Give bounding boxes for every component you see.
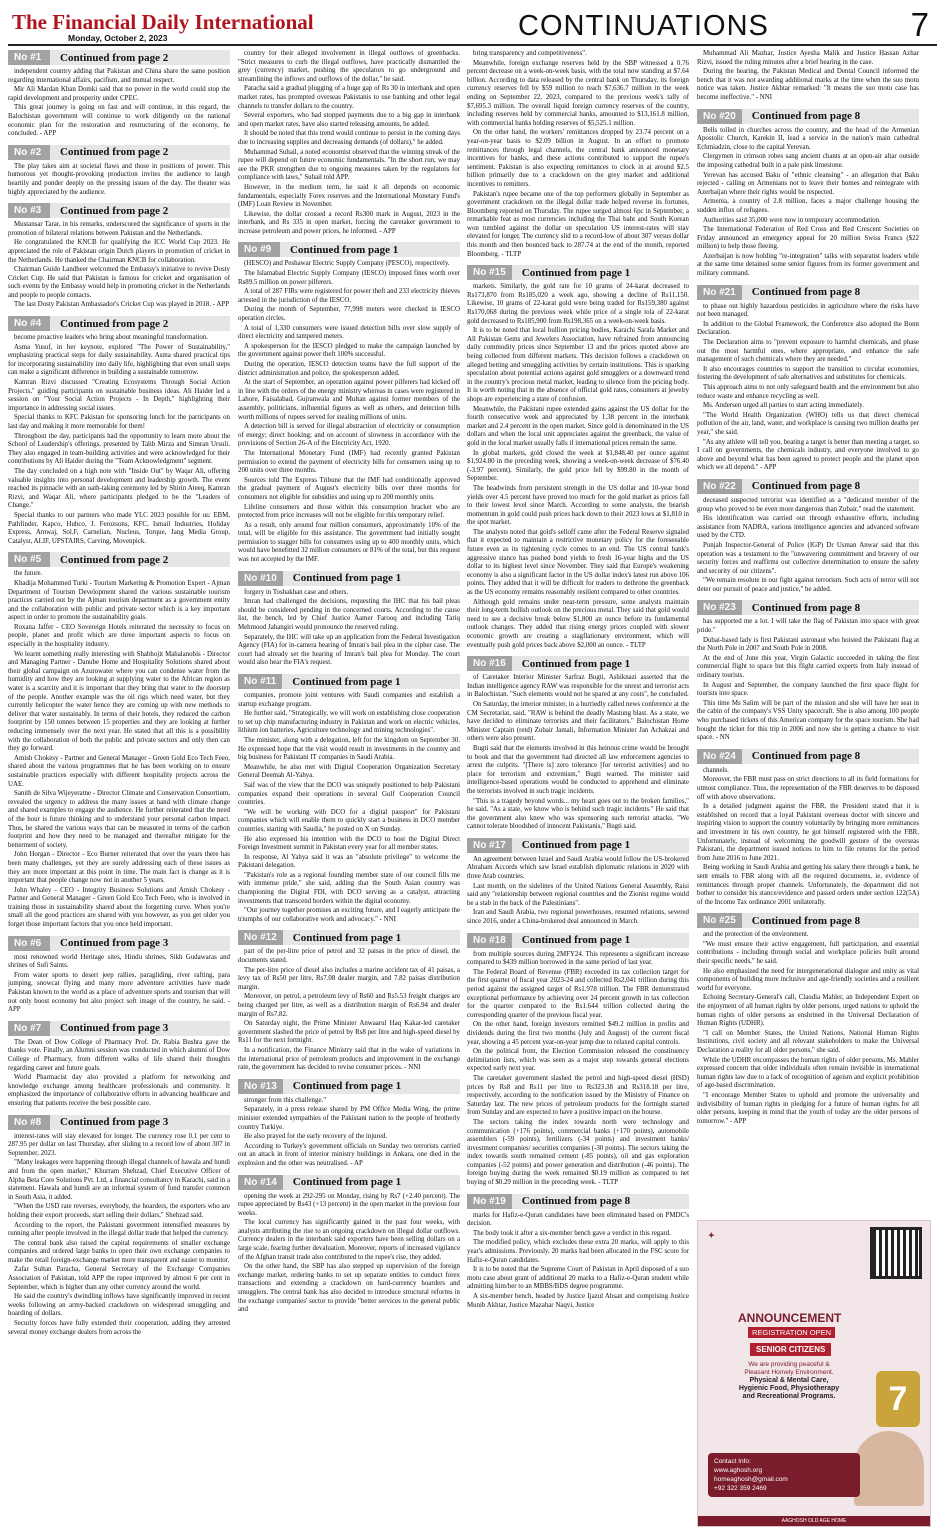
story-paragraph: Azerbaijan is now holding "re-integration" talks with separatist leaders while at the same time detained some senior figures from its former government and military command.: [697, 252, 919, 278]
story-number: No #14: [238, 1175, 283, 1190]
story-number: No #12: [238, 930, 283, 945]
story-tag: [8, 936, 230, 951]
story: [697, 913, 919, 1126]
story-tag: [467, 656, 689, 671]
story-number: No #8: [8, 1115, 50, 1130]
story: [467, 656, 689, 832]
column-3: [467, 50, 689, 1525]
story-paragraph: become proactive leaders who bring about meaningful transformation.: [14, 334, 209, 342]
story-paragraph: The sectors taking the index towards north were technology and communication (+176 points), commercial banks (+170 points), automobile assemblers (-59 points), fertilizers (-34 points) and investment banks/ investment companies/ securities companies (-30 points). The sectors taking the index towards south remained cement (-85 points), oil and gas exploration companies (-52 points) and power generation and distribution (-46 points). The foreign buying during the week remained $0.19 million as compared to net buying of $0.29 million in the preceding week. - TLTP: [467, 1118, 689, 1187]
story-paragraph: It is to be noted that the Supreme Court of Pakistan in April disposed of a suo motu case about grant of additional 20 marks to a Hafiz-e-Quran student while admitting him/her to an MBBS/BDS degree programme.: [467, 1266, 689, 1291]
story-tag: [238, 1079, 460, 1094]
story-paragraph: "This is a tragedy beyond words... my heart goes out to the broken families," he said. "As a state, we know who is behind such tragic incidents." He said that the government also knew who was sponsoring such terrorist attacks. "We cannot tolerate bloodshed of innocent Pakistanis," Bugti said.: [467, 797, 689, 831]
story-paragraph: Meanwhile, foreign exchange reserves held by the SBP witnessed a 0.76 percent decrease on a week-on-week basis, with the total now standing at $7.64 billion. According to data released by the central bank on Thursday, its foreign currency reserves fell by $59 million to reach $7,636.7 million in the week ending on September 22, 2023, compared to the previous week's tally of $7,695.3 million. The overall liquid foreign currency reserves of the country, including reserves held by commercial banks, amounted to $13,161.8 million, with commercial banks holding reserves of $5,525.1 million.: [467, 59, 689, 127]
story-paragraph: Chairman Guido Landheer welcomed the Embassy's initiative to revive Dosty Cricket Cup. He said that Pakistan is famous for cricket and organisation of such events by the Embassy would help in promoting cricket in the Netherlands and people to people contacts.: [8, 266, 230, 299]
story-paragraph: "When the USD rate reverses, everybody, the hoarders, the exporters who are holding their export proceeds, start selling their dollars," Shehzad said.: [8, 1203, 230, 1219]
story: [467, 50, 689, 259]
ad-web[interactable]: www.aghosh.org: [714, 1467, 763, 1474]
story-paragraph: interest-rates will stay elevated for longer. The currency rose 0.1 per cent to 287.95 per dollar on last Thursday, after sliding to a record low of about 307 in September, 2023.: [8, 1132, 230, 1157]
story-paragraph: markets. Similarly, the gold rate for 10 grams of 24-karat decreased to Rs173,870 from Rs185,020 a week ago, showing a decline of Rs11,150. Likewise, 10 grams of 22-karat gold were being traded for Rs159,380 against Rs170,068 during the previous week while price of a single tola of 22-karat gold decreased to Rs185,900 from Rs198,365 on a week-on-week basis.: [467, 283, 689, 325]
story-paragraph: The local currency has significantly gained in the past four weeks, with analysts attributing the rise to an ongoing crackdown on illegal dollar outflows. Currency dealers in the interbank said exporters have been selling dollars on a large scale, fearing further devaluation. Moreover, reports of increased vigilance of the Afghan transit trade also contributed to the rupee's rise, they added.: [238, 1219, 460, 1261]
story: [697, 749, 919, 908]
story: [238, 674, 460, 924]
story-number: No #24: [697, 749, 742, 764]
continued-from: Continued from page 2: [60, 146, 169, 159]
ad-line: We are providing peaceful &: [748, 1361, 830, 1368]
story-paragraph: channels.: [703, 766, 729, 774]
story-tag: [238, 930, 460, 945]
story-paragraph: to phase out highly hazardous pesticides in agriculture where the risks have not been managed.: [697, 302, 919, 319]
story-paragraph: Meanwhile, he also met with Digital Cooperation Organization Secretary General Deemah Al-Yahya.: [238, 763, 460, 780]
continued-from: Continued from page 1: [521, 934, 631, 947]
story-paragraph: While the UDHR encompasses the human rights of older persons, Ms. Mahler expressed concern that older individuals often remain invisible in international human rights law due to a lack of recognition of ageism and explicit prohibition of age-based discrimination.: [697, 1056, 919, 1090]
story-paragraph: Security forces have fully extended their cooperation, adding they arrested several money exchange dealers from across the: [8, 1320, 230, 1336]
story-paragraph: During the operation, IESCO detection teams have the full support of the district administration and police, the spokesperson added.: [238, 361, 460, 377]
story-paragraph: of Caretaker Interior Minister Sarfraz Bugti, Ashiknazi asserted that the Indian intelligence agency RAW was responsible for the unrest and terrorist acts in Balochistan. "Such elements would not be spared at any costs", he concluded.: [467, 674, 689, 699]
story-tag: [8, 552, 230, 567]
story-paragraph: "Pakistan's role as a regional founding member state of our council fills me with immense pride," she said, adding that the South Asian country was championing the Digital FDI, with DCO serving as a catalyst, attracting investments that transcend borders within the digital economy.: [238, 871, 460, 905]
ad-seven-badge: 7: [876, 1371, 920, 1427]
continued-from: Continued from page 8: [751, 480, 861, 493]
story: [697, 50, 919, 103]
story-tag: [697, 285, 919, 300]
story: [8, 50, 230, 139]
story-number: No #10: [238, 571, 283, 586]
story-tag: [238, 242, 460, 257]
story-paragraph: From water sports to desert jeep rallies, paragliding, river rafting, para jumping, snowcat flying and many more adventure activities have made Pakistan known to the world as a place of adventure sports and tourism that will not only boost economy but also project soft image of the country, he said. - APP: [8, 971, 230, 1014]
story-paragraph: Throughout the day, participants had the opportunity to learn more about the School of Leadership's offerings, presented by Talib Mirza and Simran Ursuli. They also engaged in team-building activities and were acknowledged for their contributions by Ali Haider during the "Team Acknowledgment" segment.: [8, 432, 230, 466]
column-2: [238, 50, 460, 1525]
story-paragraph: An agreement between Israel and Saudi Arabia would follow the US-brokered Abraham Accords which saw Israel establish diplomatic relations in 2020 with three Arab countries.: [467, 855, 689, 881]
story-paragraph: country for their alleged involvement in illegal outflows of greenbacks. "Strict measures to curb the illegal outflows, have practically dismantled the grey (currency) market, pushing the speculators to go underground and streamlining the inflows and outflows of the dollar," he said.: [238, 50, 460, 83]
page-number: 7: [910, 6, 929, 43]
story-tag: [697, 749, 919, 764]
story-paragraph: stronger from this challenge.": [244, 1096, 327, 1104]
ad-line: Physical & Mental Care,: [749, 1377, 829, 1384]
story-number: No #5: [8, 552, 50, 567]
story-number: No #7: [8, 1021, 50, 1036]
qr-code-icon: [870, 1227, 922, 1279]
paper-name: The Financial Daily International: [12, 10, 314, 34]
ad-phone[interactable]: +92 322 359 2469: [714, 1485, 767, 1492]
story-number: No #16: [467, 656, 512, 671]
story-paragraph: Pakistan's rupee became one of the top performers globally in September as government crackdown on the illegal dollar trade helped reverse its fortunes, Bloomberg reported on Thursday. The rupee surged almost 6pc in September, a remarkable feat as most currencies including the Thai baht and South Korean won tumbled against the dollar on speculation US interest-rates will stay elevated for longer. The currency slid to a record-low of about 307 versus dollar this month and then bounced back to 287.74 at the end of the month, reported Bloomberg. - TLTP: [467, 190, 689, 258]
ad-logo: ✦: [708, 1231, 715, 1240]
story-paragraph: Paracha said a gradual plugging of a huge gap of Rs 30 in interbank and open market rates, has prompted overseas Pakistanis to use banking and other legal channels to transfer dollars to the country.: [238, 85, 460, 110]
continued-from: Continued from page 1: [521, 657, 631, 670]
story-number: No #2: [8, 145, 50, 160]
story: [697, 479, 919, 595]
story-paragraph: Clergymen in crimson robes sang ancient chants at an open-air altar outside the imposing cathedral built in a pale pink limestone.: [697, 153, 919, 169]
story-paragraph: The per-litre price of diesel also includes a marine accident tax of 41 paisas, a levy tax of Rs50 per litre, Rs7.08 dealer margin, and 7.82 paisas distribution margin.: [238, 966, 460, 991]
story-paragraph: It should be noted that this trend would continue to persist in the coming days due to increasing supplies and decreasing demands (of dollars)," he added.: [238, 130, 460, 146]
story-tag: [697, 109, 919, 124]
story-paragraph: A detection bill is served for illegal abstraction of electricity or consumption of energy; direct hooking; and on account of slowness in accordance with the provisions of Section 26-A of the Electricity Act, 1920.: [238, 423, 460, 448]
story-paragraph: The International Federation of Red Cross and Red Crescent Societies on Friday announced an emergency appeal for 20 million Swiss Francs ($22 million) to help those fleeing.: [697, 226, 919, 251]
story-paragraph: On the other hand, the workers' remittances dropped by 23.74 percent on a year-on-year basis to $2.09 billion in August. In an effort to promote remittances through legal channels, the central bank announced monetary incentives for banks, and these actions contributed to support the rupee's sentiment. Pakistan is also expecting remittances to clock in at around $2.5 billion primarily due to a crackdown on the grey market and additional incentives to remitters.: [467, 129, 689, 188]
story-paragraph: Authorities said 35,000 were now in temporary accommodation.: [703, 216, 881, 224]
story-paragraph: Muhammad Suhail, a noted economist observed that the winning streak of the rupee will depend on future economic fundamentals. "In the short run, we may see the PKR strengthen due to ongoing measures taken by the regulators for compliance with laws," Suhail told APP.: [238, 148, 460, 182]
story-paragraph: "As any athlete will tell you, beating a target is better than meeting a target, so I call on governments, the chemicals industry, and everyone involved to go above and beyond what has been agreed to protect people and the planet upon which we all depend." - APP: [697, 438, 919, 472]
story-paragraph: Likewise, the dollar crossed a record Rs300 mark in August, 2023 in the interbank, and Rs 335 in open market, forcing the caretaker government to increase petroleum and power prices, he informed. - APP: [238, 210, 460, 235]
story-paragraph: He said the country's dwindling inflows have significantly improved in recent weeks following an army-backed crackdown on widespread smuggling and hoarding of dollars.: [8, 1293, 230, 1318]
continued-from: Continued from page 8: [751, 914, 861, 927]
story-tag: [238, 571, 460, 586]
story-paragraph: In addition to the Global Framework, the Conference also adopted the Bonn Declaration.: [697, 320, 919, 337]
story-paragraph: "I call on Member States, the United Nations, National Human Rights Institutions, civil society and all relevant stakeholders to make the Universal Declaration a reality for all older persons," she said.: [697, 1029, 919, 1054]
story-paragraph: We learnt something really interesting with Shabhojit Mahalanobis - Director and Managing Partner - Danube Home and Hospitality Solutions shared about their global campaign on Azurowater where you can condense water from the humidity and how they are looking at supplying water to the African region as water is a scarcity and it is important that they bring that water to the doorstep of the people. Another example was the oil rigs which need water, but they currently helicopter the water hence they are coming up with new methods to deliver that water sustainably. In terms of their hotels, they reduced the carbon footprint by 150 tonnes between 15 properties and they are looking at further reducing immensely over the next year. He stated that all this is a possibility with the collaboration of both the public and private sectors and only then can they go forward.: [8, 650, 230, 753]
story-tag: [8, 1021, 230, 1036]
story-paragraph: He further said, "Strategically, we will work on establishing close cooperation to set up chip manufacturing industry in Pakistan and work on electric vehicles, lithium ion batteries, Agriculture technology and mining technologies".: [238, 710, 460, 735]
story-tag: [8, 316, 230, 331]
story-number: No #22: [697, 479, 742, 494]
story-tag: [697, 913, 919, 928]
story-paragraph: A six-member bench, headed by Justice Ijazul Ahsan and comprising Justice Munib Akhtar, Justice Mazahar Naqvi, Justice: [467, 1293, 689, 1309]
story: [8, 145, 230, 197]
story-tag: [8, 50, 230, 65]
story-paragraph: On Saturday, the interior minister, in a hurriedly called news conference at the CM Secretariat, said, "RAW is behind the deadly Mastung blast. As a state, we have decided to eliminate terrorists and their facilitators." Balochistan Home Minister Captain (retd) Zubair Jamali, Information Minister Jan Achakzai and others were also present.: [467, 700, 689, 743]
story-paragraph: This great journey is going on fast and will continue, in this regard, the Balochistan government will continue to work diligently on the national economic plan for the restoration and restructuring of the economy, he concluded. - APP: [8, 104, 230, 138]
story-paragraph: Sanith de Silva Wijeyeratne - Director Climate and Conservation Consortium, revealed the urgency to address the many issues at hand with climate change and shared examples to engage the audience. He further reiterated that the need of the hour is future thinking and to understand your personal carbon impact. Thus, he shared the various ways that can be measured in terms of the carbon footprint and how they need to be managed and thereafter mitigate for the betterment of society.: [8, 790, 230, 849]
story: [238, 930, 460, 1072]
story-paragraph: Roxana Jaffer - CEO Sovereign Hotels reiterated the necessity to focus on people, planet and profit which are three important aspects to focus on especially in the hospitality industry.: [8, 623, 230, 649]
story-number: No #9: [238, 242, 280, 257]
continued-from: Continued from page 1: [521, 266, 631, 279]
story-paragraph: The caretaker government slashed the petrol and high-speed diesel (HSD) prices by Rs8 and Rs11 per litre to Rs323.38 and Rs318.18 per litre, respectively, according to the notification issued by the Ministry of Finance on Saturday last. The new prices of petroleum products for the fortnight started from Sunday and are expected to have a positive impact on the bourse.: [467, 1074, 689, 1117]
story-number: No #1: [8, 50, 50, 65]
story-paragraph: The minister, along with a delegation, left for the kingdom on September 30. He expressed hope that the visit would result in investments in the country and big business for Pakistani IT companies in Saudi Arabia.: [238, 736, 460, 762]
story-paragraph: Mir Ali Mardan Khan Domki said that no power in the world could stop the rapid development and prosperity under CPEC.: [8, 86, 230, 102]
story: [8, 203, 230, 310]
story-paragraph: Khadija Mohammed Turki - Tourism Marketing & Promotion Expert - Ajman Department of Tourism Development shared the various sustainable tourism practices carried out by the Ajman tourism department as a government entity and the collaboration with public and private sector which is a key important aspect in order to promote the sustainability goals.: [8, 579, 230, 622]
story-paragraph: Dubai-based lady is first Pakistani astronaut who hoisted the Pakistani flag at the North Pole in 2007 and South Pole in 2008.: [697, 636, 919, 653]
story-paragraph: "We must ensure their active engagement, full participation, and essential contributions - including through social and workplace policies built around their specific needs," he said.: [697, 940, 919, 966]
ad-contact: [708, 1453, 860, 1497]
story-paragraph: He also emphasized the need for intergenerational dialogue and unity as vital components of building more inclusive and age-friendly societies and a resilient world for everyone.: [697, 967, 919, 992]
story-number: No #19: [467, 1194, 512, 1209]
continued-from: Continued from page 1: [521, 839, 631, 852]
story-paragraph: deceased suspected terrorist was identified as a "dedicated member of the group who proved to be even more dangerous than Zubair," read the statement.: [697, 496, 919, 513]
story-paragraph: On Saturday night, the Prime Minister Anwaarul Haq Kakar-led caretaker government slashed the price of petrol by Rs8 per litre and high-speed diesel by Rs11 for the next fortnight.: [238, 1020, 460, 1045]
story-paragraph: Imran had challenged the decisions, requesting the IHC that his bail pleas should be considered pending in the concerned courts. According to the cause list, the bench, led by Chief Justice Aamer Farooq and including Tariq Mehmood Jahangiri would pronounce the reserved ruling.: [238, 598, 460, 632]
continued-from: Continued from page 3: [60, 1116, 169, 1129]
story-paragraph: On the other hand, foreign investors remitted $49.2 million in profits and dividends during the first two months (July and August) of the current fiscal year, showing a 45 percent year-on-year jump due to relaxed capital controls.: [467, 1021, 689, 1046]
story-paragraph: Separately, the IHC will take up an application from the Federal Investigation Agency (FIA) for in-camera hearing of Imran's bail plea in the cipher case. The court had already set the hearing of Imran's bail plea for Monday. The court would also hear the FIA's request.: [238, 633, 460, 667]
continued-from: Continued from page 2: [60, 553, 169, 566]
story-paragraph: forgery in Toshakhan case and others.: [244, 588, 349, 596]
story-paragraph: In a notification, the Finance Ministry said that in the wake of variations in the international price of petroleum products and improvement in the exchange rate, the government has decided to revise consumer prices. - NNI: [238, 1046, 460, 1072]
ad-body: [734, 1361, 844, 1401]
story-number: No #20: [697, 109, 742, 124]
continued-from: Continued from page 8: [521, 1195, 631, 1208]
story-tag: [238, 674, 460, 689]
story-paragraph: The play takes aim at societal flaws and those in positions of power. This humorous yet thought-provoking production invites the audience to laugh heartily and ponder deeply on the pressing issues of the day. The theater was highly appreciated by the audience.: [8, 162, 230, 196]
story-number: No #4: [8, 316, 50, 331]
story-paragraph: At the start of September, an operation against power pilferers had kicked off in line with the orders of the energy ministry whereas in cases were registered in Lahore, Faisalabad, Gujranwala and Multan against former members of the assembly, politicians, influential figures as well as others, and detection bills worth millions of rupees served for stealing millions of units.: [238, 379, 460, 421]
story-paragraph: most renowned world Heritage sites, Hindu shrines, Sikh Gudawaras and shrines of Sufi Saints.: [8, 953, 230, 970]
continued-from: Continued from page 3: [60, 937, 169, 950]
story-paragraph: Sources told The Express Tribune that the IMF had conditionally approved the gradual payment of August's electricity bills over three months for consumers not eligible for subsidies and using up to 200 monthly units.: [238, 476, 460, 501]
story-paragraph: has supported me a lot. I will take the flag of Pakistan into space with great pride.": [697, 618, 919, 635]
story-paragraph: Moreover, on petrol, a petroleum levy of Rs60 and Rs5.53 freight charges are being charged per litre, as well as a distribution margin of Rs6.94 and dealer margin of Rs7.82.: [238, 993, 460, 1018]
story-paragraph: A total of 287 FIRs were registered for power theft and 233 electricity thieves arrested in the jurisdiction of the IESCO.: [238, 288, 460, 304]
story-paragraph: According to the report, the Pakistani government intensified measures by running after people involved in the illegal dollar trade that helped the currency.: [8, 1221, 230, 1238]
story-paragraph: Special thanks to our partners who made YLC 2023 possible for us: EBM, Pathfinder, Kapco, Hubco, J. Ferozsons, KFC, Ismail Industries, Holiday Express, Amwaj, Sol.F, Carnelian, Nucleus, Torque, Jang Media Group, Catalyst, ALIF, UPSTAIRS, Carving, Movenpick.: [8, 511, 230, 545]
story: [467, 1194, 689, 1311]
story: [697, 285, 919, 473]
story: [238, 242, 460, 564]
story-paragraph: bring transparency and competitiveness".: [473, 50, 587, 57]
story-paragraph: It also encourages countries to support the transition to circular economies, fostering the development of safe alternatives and substitutes for chemicals.: [697, 365, 919, 382]
story-number: No #13: [238, 1079, 283, 1094]
story: [697, 109, 919, 279]
story: [8, 1021, 230, 1109]
story-paragraph: The body took it after a six-member bench gave a verdict in this regard.: [473, 1229, 671, 1237]
story-paragraph: Asma Yusuf, in her keynote, explored "The Power of Sustainability," emphasizing practical steps for daily sustainability. Asma shared practical tips for incorporating sustainability into daily life, highlighting that even small steps can make a significant difference in building a sustainable tomorrow.: [8, 343, 230, 377]
story-paragraph: Separately, in a press release shared by PM Office Media Wing, the prime minister extended sympathies of the Pakistani nation to the people of brotherly country Turkiye.: [238, 1106, 460, 1131]
story-paragraph: "We remain resolute in our fight against terrorism. Such acts of terror will not deter our pursuit of peace and justice," he added.: [697, 577, 919, 593]
story-paragraph: Being working in Saudi Arabia and getting his salary there through a bank, he sent emails to FBR along with all the required documents, ie, evidence of remittances through proper channels. Unfortunately, the department did not bother to consider his stance/evidence and passed orders under section 122(5A) of the Income Tax ordinance 2001 unilaterally.: [697, 864, 919, 906]
story-paragraph: "Many leakages were happening through illegal channels of hawala and hundi and from the open market," Khurram Shehzad, Chief Executive Officer of Alpha Beta Core Solutions Pvt. Ltd, a financial consultancy in Karachi, said in a statement. Hawala and hundi are an informal system of fund transfer common in South Asia, it added.: [8, 1159, 230, 1201]
story-paragraph: Several exporters, who had stopped payments due to a big gap in interbank and open market rates, have also started releasing amounts, he added.: [238, 112, 460, 128]
story: [8, 552, 230, 929]
ad-photo: [854, 1431, 924, 1506]
story-tag: [467, 838, 689, 853]
story-number: No #15: [467, 265, 512, 280]
story-paragraph: Bells tolled in churches across the country, and the head of the Armenian Apostolic Church, Karekin II, lead a service in the nation's main cathedral Echmiadzin, close to the capital Yerevan.: [697, 126, 919, 151]
story-paragraph: Bugti said that the elements involved in this heinous crime would be brought to book and that the government had directed all law enforcement agencies to arrest the culprits. "[There is] zero tolerance [for terrorist activities] and no place for terrorism and extremism," Bugti warned. The minister said intelligence-based operations would be conducted to apprehend and eliminate the terrorists involved in such tragic incidents.: [467, 744, 689, 795]
story-paragraph: In a detailed judgment against the FBR, the President stated that it is established on record that a loyal Pakistani overseas doctor with sincere and inspiring vision to support the country voluntarily by bringing more remittances and investment in his own country, he got himself registered with the FBR. Unfortunately, instead of welcoming the goodwill gesture of the overseas Pakistani, the department issued notices to him to file returns for the period from June 2016 to June 2021.: [697, 803, 919, 862]
story-paragraph: The headwinds from persistent strength in the US dollar and 10-year bond yields over 4.5 percent have proved too much for the gold market as prices fall to their lowest level since March. According to some analysts, the bearish momentum in gold could push prices back down to their 2023 lows at $1,810 in the spot market.: [467, 484, 689, 527]
story-paragraph: On the other hand, the SBP has also stepped up supervision of the foreign exchange market, ordering banks to set up separate entities to conduct forex transactions and extending a crackdown on hard-currency hoarders and smugglers. The central bank has also decided to introduce structural reforms in the exchange companies' sector to provide "better services to the general public and: [238, 1263, 460, 1314]
story-paragraph: part of the per-litre price of petrol and 32 paisas in the price of diesel, the documents stated.: [238, 948, 460, 965]
ad-title: ANNOUNCEMENT: [738, 1311, 842, 1325]
story-paragraph: "We will be working with DCO for a digital passport" for Pakistani companies which will enable them to quickly start a business in DCO member countries, starting with Saudia," he posted on X on Sunday.: [238, 808, 460, 833]
story-paragraph: and the protection of the environment.: [703, 931, 809, 939]
story-number: No #6: [8, 936, 50, 951]
story-number: No #18: [467, 933, 512, 948]
story-number: No #21: [697, 285, 742, 300]
story-paragraph: However, in the medium term, he said it all depends on economic fundamentals, especially Forex reserves and the International Monetary Fund's (IMF) Loan Review in November.: [238, 183, 460, 209]
continued-from: Continued from page 8: [751, 110, 861, 123]
story-paragraph: The International Monetary Fund (IMF) had recently granted Pakistan permission to extend the payment of electricity bills for consumers using up to 200 units over three months.: [238, 449, 460, 475]
story-tag: [467, 265, 689, 280]
story: [238, 1079, 460, 1169]
story: [467, 838, 689, 927]
story-tag: [697, 479, 919, 494]
story-paragraph: As a result, only around four million consumers, approximately 10% of the total, will be eligible for this assistance. The government had initially sought permission to stagger bills for consumers using up to 400 monthly units, which would have benefitted 32 million consumers or 81% of the total, but this request was not accepted by the IMF.: [238, 521, 460, 564]
story-paragraph: "Our journey together promises an exciting future, and I eagerly anticipate the triumphs of our collaborative work and advocacy." - NNI: [238, 907, 460, 923]
story-paragraph: The day concluded on a high note with "Inside Out" by Waqar Ali, offering valuable insights into personal development and leadership growth. The event reached its pinnacle with an oath-taking ceremony led by Shirin Ateeq, Kamran Rizvi, and Waqar Ali, where participants pledged to be the "Leaders of Change.": [8, 467, 230, 510]
story-paragraph: companies, promote joint ventures with Saudi companies and establish a startup exchange program.: [238, 692, 460, 708]
story-paragraph: Echoing Secretary-General's call, Claudia Mahler, an Independent Expert on the enjoyment of all human rights by older persons, urged nations to uphold the human rights of older persons as enshrined in the Universal Declaration of Human Rights (UDHR).: [697, 994, 919, 1028]
story-paragraph: Yerevan has accused Baku of "ethnic cleansing" - an allegation that Baku rejected - calling on Armenians not to leave their homes and reintegrate with Azerbaijan where their rights would be respected.: [697, 171, 919, 196]
continued-from: Continued from page 1: [292, 572, 402, 585]
story-paragraph: Kamran Rizvi discussed "Creating Ecosystems Through Social Action Projects," guiding participants on sustainable business ideas. Ali Haider led a session on "Your Social Action Projects - In Depth," highlighting their importance in addressing social issues.: [8, 379, 230, 412]
story: [238, 50, 460, 236]
story-paragraph: independent country adding that Pakistan and China share the same position regarding international affairs, pacifism, and mutual respect.: [8, 68, 230, 84]
story-paragraph: This time Ms Salim will be part of the mission and she will have her seat in the cabin of the company's VSS Unity spacecraft. She is also among 100 people who purchased tickets of this American company for the space tourism. She had bought the ticket for this trip in 2006 and now she is getting a chance to visit space. - NN: [697, 699, 919, 742]
story-paragraph: According to Turkey's government officials on Sunday two terrorists carried out an attack in front of interior ministry buildings in Ankara, one died in the explosion and the other was neutralised. - AP: [238, 1142, 460, 1167]
story-paragraph: Last month, on the sidelines of the United Nations General Assembly, Raisi said any "relationship between regional countries and the Zionist regime would be a stab in the back of the Palestinians".: [467, 882, 689, 907]
story-paragraph: Armenia, a country of 2.8 million, faces a major challenge housing the sudden influx of refugees.: [697, 198, 919, 214]
ad-line: and Recreational Programs.: [742, 1393, 836, 1400]
story-paragraph: Zafar Sultan Paracha, General Secretary of the Exchange Companies Association of Pakistan, told APP the rupee improved by almost 6 per cent in September, which is higher than any other currency around the world.: [8, 1266, 230, 1291]
story-paragraph: The central bank also raised the capital requirements of smaller exchange companies and ordered large banks to open their own exchange companies to make the retail foreign-exchange market more transparent and easier to monitor.: [8, 1239, 230, 1264]
story-paragraph: During the month of September, 77,998 meters were checked in IESCO operation circles.: [238, 306, 460, 323]
story-number: No #17: [467, 838, 512, 853]
ad-email[interactable]: homeaghosh@gmail.com: [714, 1476, 788, 1483]
story-paragraph: On the political front, the Election Commission released the constituency delimitation lists, which was seen as a major step towards general elections expected early next year.: [467, 1048, 689, 1073]
story-tag: [697, 600, 919, 615]
story-paragraph: The last Dosty Pakistan Ambassador's Cricket Cup was played in 2018. - APP: [14, 301, 230, 309]
story-paragraph: In August and September, the company launched the first space flight for tourists into space.: [697, 681, 919, 698]
continued-from: Continued from page 2: [60, 204, 169, 217]
story-paragraph: "I encourage Member States to uphold and promote the universality and indivisibility of human rights in pledging for a future of human rights for all older persons, keeping in mind that the youth of today are the older persons of tomorrow." - APP: [697, 1091, 919, 1125]
story-paragraph: He also prayed for the early recovery of the injured.: [244, 1133, 388, 1141]
story-paragraph: In response, Al Yahya said it was an "absolute privilege" to welcome the Pakistani delegation.: [238, 853, 460, 870]
story-paragraph: At the end of June this year, Virgin Galactic succeeded in taking the first commercial flight to space but this flight carried experts from Italy instead of ordinary tourists.: [697, 654, 919, 680]
story-paragraph: Amish Chokesy - Partner and General Manager - Green Gold Eco Tech Feeo, shared about the various programmes that he has been working on to ensure sustainable practices especially with different hospitality projects across the UAE.: [8, 754, 230, 788]
story-paragraph: World Pharmacist day also provided a platform for networking and knowledge exchange among healthcare professionals and community. It emphasized the importance of collaborative efforts in advancing healthcare and ensuring that patients receive the best possible care.: [8, 1074, 230, 1107]
story-paragraph: The analysts noted that gold's selloff came after the Federal Reserve signaled that it expected to maintain a restrictive monetary policy for the foreseeable future even as its tightening cycle comes to an end. The US central bank's aggressive stance has pushed bond yields to fresh 16-year highs and the US dollar to its highest level since November. They said that Europe's weakening economy is also a significant factor in the US dollar index's latest run above 106 points. They added that it will be difficult for traders to dethrone the greenback as the US economy remains reasonably resilient compared to other countries.: [467, 528, 689, 597]
continued-from: Continued from page 8: [751, 601, 861, 614]
story-number: No #11: [238, 674, 282, 689]
story-paragraph: He congratulated the KNCB for qualifying the ICC World Cup 2023. He appreciated the role of Pakistan origin Dutch players in promotion of cricket in the Netherlands. He thanked the Chairman KNCB for collaboration.: [8, 239, 230, 264]
story-paragraph: Lifeline consumers and those within this consumption bracket who are protected from price increases will not be eligible for this temporary relief.: [238, 503, 460, 520]
story-number: No #3: [8, 203, 50, 218]
continued-from: Continued from page 1: [292, 1080, 402, 1093]
story-paragraph: The Declaration aims to "prevent exposure to harmful chemicals, and phase out the most harmful ones, where appropriate, and enhance the safe management of such chemicals where they are needed.": [697, 339, 919, 364]
ad-contact-heading: Contact Info:: [714, 1458, 751, 1465]
story-paragraph: John Horgan - Director - Eco Burner reiterated that over the years there has been many challenges, yet they are surely addressing each of these issues as they are more important at this point in time. The main fact is change as it is important that people change now not in another 5 years.: [8, 851, 230, 885]
continued-from: Continued from page 1: [292, 675, 401, 688]
column-1: [8, 50, 230, 1525]
story-paragraph: Muhammad Ali Mazhar, Justice Ayesha Malik and Justice Hassan Azhar Rizvi, issued the ruling minutes after a brief hearing in the case.: [697, 50, 919, 66]
story-tag: [8, 203, 230, 218]
ad-subtitle: REGISTRATION OPEN: [748, 1327, 835, 1338]
ad-line: Pleasant Homely Environment.: [744, 1369, 834, 1376]
story-paragraph: Saif was of the view that the DCO was uniquely positioned to help Pakistani companies expand their operations in several Gulf Cooperation Council countries.: [238, 781, 460, 807]
ad-badge: SENIOR CITIZENS: [750, 1343, 831, 1356]
continued-from: Continued from page 8: [751, 750, 861, 763]
story-tag: [467, 1194, 689, 1209]
story-paragraph: Punjab Inspector-General of Police (IGP) Dr Usman Anwar said that this operation was a testament to the "unwavering commitment and bravery of our security forces and reaffirms our collective determination to ensure the safety and security of our citizens".: [697, 541, 919, 575]
story: [697, 600, 919, 742]
issue-date: Monday, October 2, 2023: [68, 33, 168, 43]
story: [467, 933, 689, 1188]
story-paragraph: The Federal Board of Revenue (FBR) exceeded its tax collection target for the first quarter of fiscal year 2023-24 and collected Rs2,041 trillion during this period against the assigned target of Rs1.978 trillion. The FBR demonstrated exceptional performance by achieving over 24 percent growth in tax collection for the quarter compared to the Rs1.644 trillion collected during the corresponding quarter of the previous fiscal year.: [467, 968, 689, 1019]
continued-from: Continued from page 1: [292, 931, 402, 944]
continued-from: Continued from page 2: [60, 317, 169, 330]
story-paragraph: marks for Hafiz-e-Quran candidates have been eliminated based on PMDC's decision.: [467, 1211, 689, 1228]
story-paragraph: This approach aims to not only safeguard health and the environment but also reduce waste and enhance recycling as well.: [697, 384, 919, 400]
advertisement[interactable]: [697, 1220, 931, 1527]
ad-footer: AAGHOSH OLD AGE HOME: [698, 1516, 930, 1526]
continued-from: Continued from page 2: [60, 51, 169, 64]
story: [238, 1175, 460, 1315]
story-paragraph: During the hearing, the Pakistan Medical and Dental Council informed the bench that it was not awarding additional marks at the time when the suo motu notice was taken. Justice Akhtar remarked: "It means the suo motu case has become ineffective." - NNI: [697, 68, 919, 101]
story-paragraph: In global markets, gold closed the week at $1,848.40 per ounce against $1,924.80 in the preceding week, showing a week-on-week decrease of $76.40 (-3.97 percent). Similarly, the gold price fell by $99.80 in the month of September.: [467, 449, 689, 483]
story-paragraph: He also expressed his intention with the DCO to host the Digital Direct Foreign Investment summit in Pakistan every year for all member states.: [238, 835, 460, 852]
story-paragraph: A spokesperson for the IESCO pledged to make the campaign launched by the government against power theft 100% successful.: [238, 342, 460, 359]
story-paragraph: the future.: [14, 570, 43, 578]
story-paragraph: John Whaley - CEO - Integrity Business Solutions and Amish Chokesy - Partner and General Manager - Green Gold Eco Tech Feeo, who is involved in training those in sustainability shared about the forgetting curve. When you're small all the good practices are shared with you however, as you get older you forget those important factors that you once held important.: [8, 886, 230, 929]
story-paragraph: The Islamabad Electric Supply Company (IESCO) imposed fines worth over Rs89.5 million on power pilferers.: [238, 270, 460, 286]
story-paragraph: The modified policy, which excludes these extra 20 marks, will apply to this year's admissions. Previously, 20 marks had been allocated in the FSC score for Hafiz-e-Quran candidates.: [467, 1239, 689, 1264]
story-paragraph: (HESCO) and Peshawar Electric Supply Company (PESCO), respectively.: [244, 260, 450, 268]
story-tag: [8, 145, 230, 160]
story-paragraph: from multiple sources during 2MFY24. This represents a significant increase compared to $439 million borrowed in the same period of last year.: [467, 950, 689, 967]
continued-from: Continued from page 8: [751, 286, 861, 299]
story-tag: [238, 1175, 460, 1190]
story-paragraph: Although gold remains under near-term pressure, some analysts maintain their long-term bullish outlook on the precious metal. They said that gold would need to see a decisive break below $1,800 an ounce before its fundamental outlook changes. They added that rising energy prices coupled with slower economic growth are creating a stagflationary environment, which will eventually push gold prices back above $2,000 an ounce. - TLTP: [467, 598, 689, 649]
story: [8, 316, 230, 546]
story-paragraph: Mustansar Tarar, in his remarks, underscored the significance of sports in the promotion of bilateral relations between Pakistan and the Netherlands.: [8, 221, 230, 237]
continued-from: Continued from page 1: [292, 1176, 402, 1188]
story-paragraph: Iran and Saudi Arabia, two regional powerhouses, resumed relations, severed since 2016, under a China-brokered deal announced in March.: [467, 909, 689, 926]
story-paragraph: His identification was carried out through exhaustive efforts, including assistance from NADRA, various intelligence agencies and advanced software used by the CTD.: [697, 515, 919, 540]
story-tag: [8, 1115, 230, 1130]
continued-from: Continued from page 3: [60, 1022, 169, 1035]
story: [467, 265, 689, 650]
story-paragraph: Meanwhile, the Pakistani rupee extended gains against the US dollar for the fourth consecutive week and appreciated by 1.38 percent in the interbank market and 2.4 percent in the open market. Since gold is denominated in the US dollars and when the local unit appreciates against the greenback, the value of gold in the local market usually falls if international prices remain the same.: [467, 405, 689, 447]
story: [8, 936, 230, 1015]
story-tag: [467, 933, 689, 948]
section-title: CONTINUATIONS: [518, 10, 769, 42]
masthead: [8, 4, 937, 46]
story-paragraph: A total of 1,330 consumers were issued detection bills over slow supply of direct electricity and tampered meters.: [238, 324, 460, 341]
story-number: No #25: [697, 913, 742, 928]
story-number: No #23: [697, 600, 742, 615]
story-paragraph: "The World Health Organization (WHO) tells us that direct chemical pollution of the air, land, water, and workplace is causing two million deaths per year," she said.: [697, 411, 919, 436]
story-paragraph: Moreover, the FBR must pass on strict directions to all its field formations for utmost compliance. Thus, the representation of the FBR deserves to be disposed off with above observations.: [697, 776, 919, 801]
story: [238, 571, 460, 668]
story-paragraph: Special thanks to KFC Pakistan for sponsoring lunch for the participants on last day and making it more memorable for them!: [8, 414, 230, 430]
story: [8, 1115, 230, 1338]
story-paragraph: Ms. Andersen urged all parties to start acting immediately.: [703, 402, 864, 410]
story-paragraph: opening the week at 292-295 on Monday, rising by Rs7 (+2.40 percent). The rupee appreciated by Rs43 (+13 percent) in the open market in the previous four weeks.: [238, 1192, 460, 1217]
continued-from: Continued from page 1: [290, 243, 399, 256]
story-paragraph: It is to be noted that local bullion pricing bodies, Karachi Sarafa Market and All Pakistan Gems and Jewelers Association, have refrained from announcing daily commodity prices since September 13 and the prices quoted above are being collected from different markets. This decision follows a crackdown on alleged betting and smuggling activities by certain institutions. This is sparking speculation about potential actions against gold smugglers or a downward trend in the country's precious metal market, leading to silence from the pricing body. It is worth noting that in the absence of official gold rates, consumers at jewelry shops are experiencing a state of confusion.: [467, 327, 689, 403]
story-paragraph: The Dean of Dow College of Pharmacy Prof. Dr. Rabia Bushra gave the thanks vote. Finally, an Alumni session was conducted in which alumni of Dow College of Pharmacy, from different walks of life shared their thoughts regarding career and future goals.: [8, 1038, 230, 1072]
ad-line: Hygienic Food, Physiotherapy: [738, 1385, 840, 1392]
